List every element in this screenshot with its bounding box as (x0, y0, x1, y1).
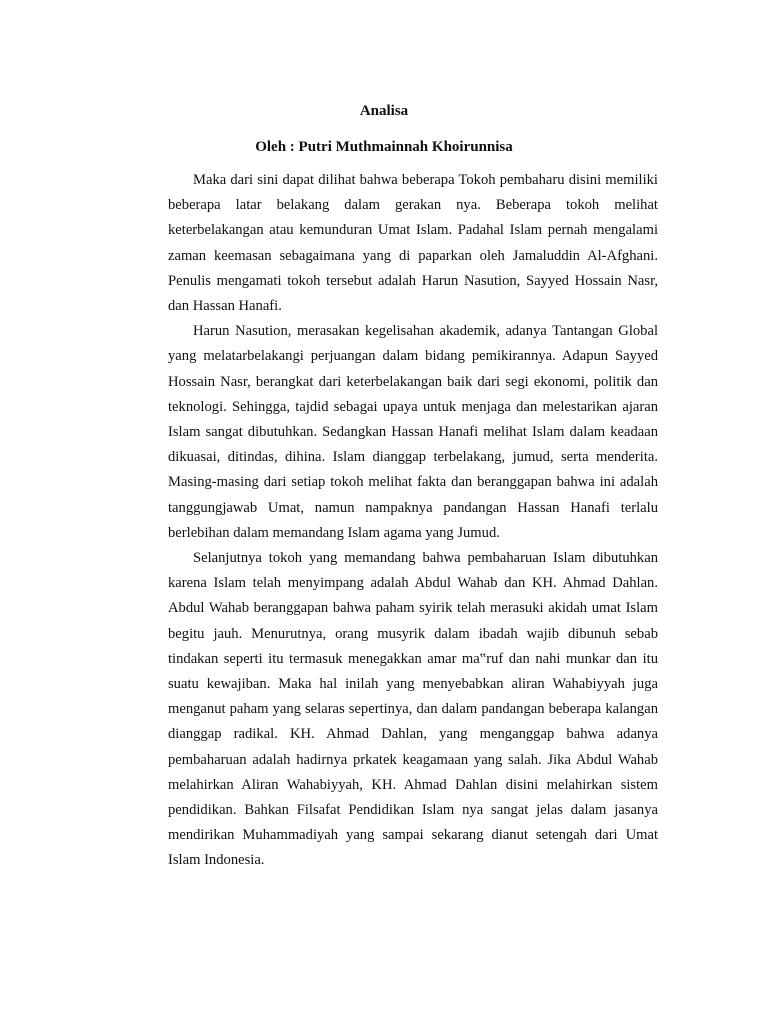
paragraph-2: Harun Nasution, merasakan kegelisahan akademik, adanya Tantangan Global yang melatarbelakangi perjuangan dalam bidang pemikirannya. Adapun Sayyed Hossain Nasr, berangkat dari keterbelakangan baik dari segi ekonomi, politik dan teknologi. Sehingga, tajdid sebagai upaya untuk menjaga dan melestarikan ajaran Islam sangat dibutuhkan. Sedangkan Hassan Hanafi melihat Islam dalam keadaan dikuasai, ditindas, dihina. Islam dianggap terbelakang, jumud, serta menderita. Masing-masing dari setiap tokoh melihat fakta dan beranggapan bahwa ini adalah tanggungjawab Umat, namun nampaknya pandangan Hassan Hanafi terlalu berlebihan dalam memandang Islam agama yang Jumud. (168, 323, 658, 541)
document-body (168, 168, 658, 874)
paragraph-3: Selanjutnya tokoh yang memandang bahwa pembaharuan Islam dibutuhkan karena Islam telah menyimpang adalah Abdul Wahab dan KH. Ahmad Dahlan. Abdul Wahab beranggapan bahwa paham syirik telah merasuki akidah umat Islam begitu jauh. Menurutnya, orang musyrik dalam ibadah wajib dibunuh sebab tindakan seperti itu termasuk menegakkan amar ma‟ruf dan nahi munkar dan itu suatu kewajiban. Maka hal inilah yang menyebabkan aliran Wahabiyyah juga menganut paham yang selaras sepertinya, dan dalam pandangan beberapa kalangan dianggap radikal. KH. Ahmad Dahlan, yang menganggap bahwa adanya pembaharuan adalah hadirnya prkatek keagamaan yang salah. Jika Abdul Wahab melahirkan Aliran Wahabiyyah, KH. Ahmad Dahlan disini melahirkan sistem pendidikan. Bahkan Filsafat Pendidikan Islam nya sangat jelas dalam jasanya mendirikan Muhammadiyah yang sampai sekarang dianut setengah dari Umat Islam Indonesia. (168, 550, 658, 869)
document-author: Oleh : Putri Muthmainnah Khoirunnisa (255, 139, 513, 155)
document-title: Analisa (359, 103, 409, 119)
paragraph-1: Maka dari sini dapat dilihat bahwa beberapa Tokoh pembaharu disini memiliki beberapa latar belakang dalam gerakan nya. Beberapa tokoh melihat keterbelakangan atau kemunduran Umat Islam. Padahal Islam pernah mengalami zaman keemasan sebagaimana yang di paparkan oleh Jamaluddin Al-Afghani. Penulis mengamati tokoh tersebut adalah Harun Nasution, Sayyed Hossain Nasr, dan Hassan Hanafi. (168, 172, 658, 315)
